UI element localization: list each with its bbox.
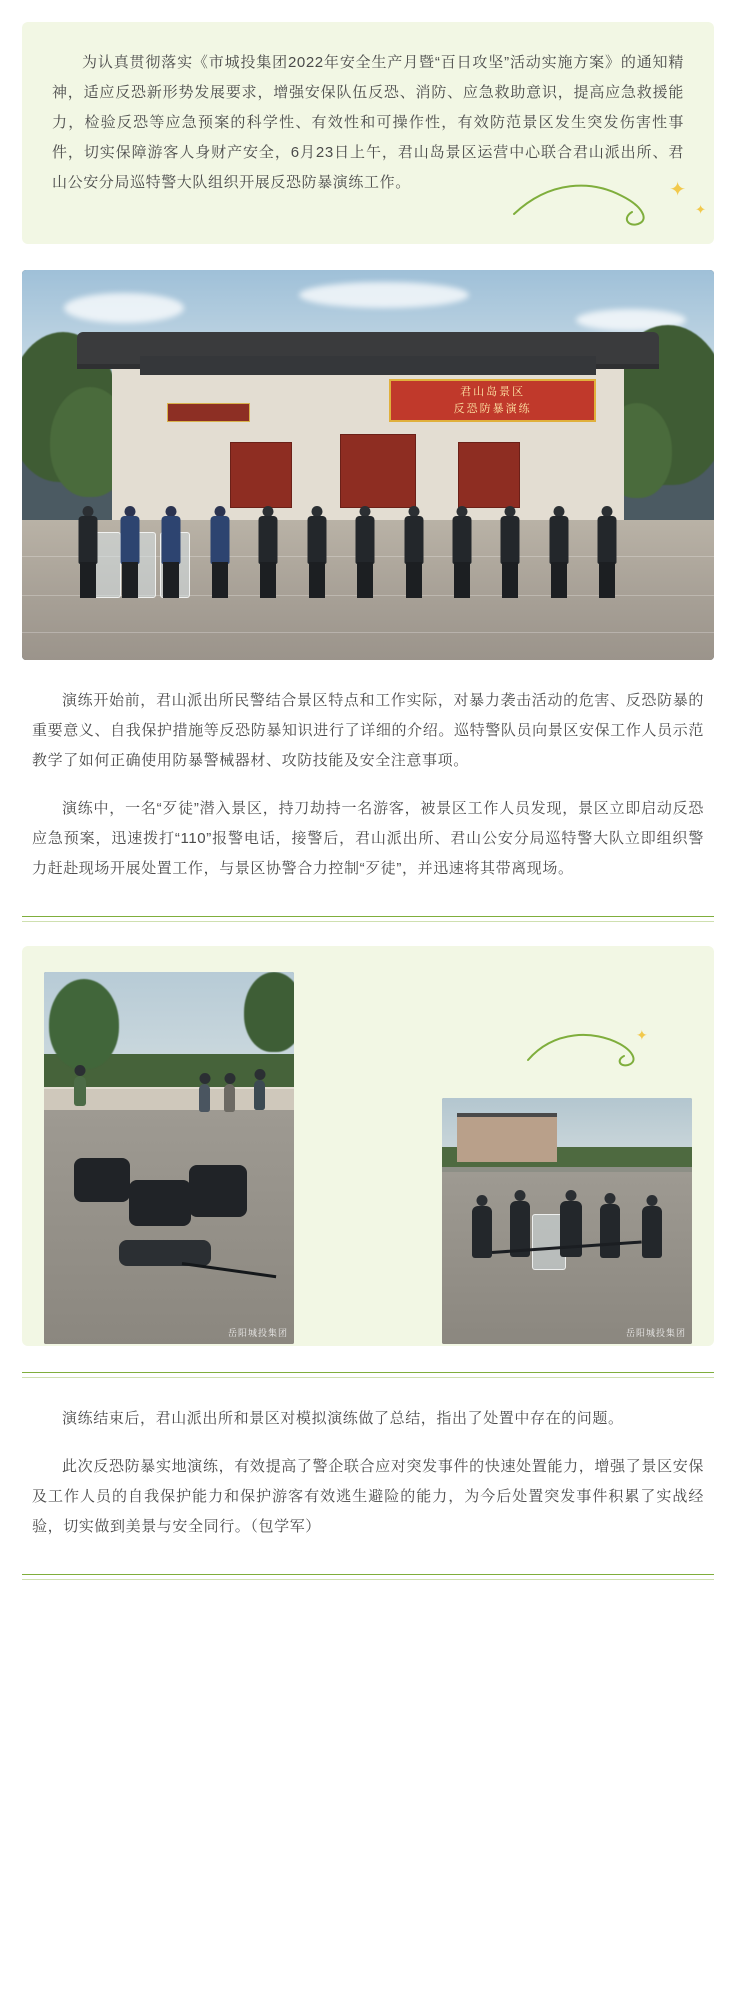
officer-figure [596,506,618,598]
intro-paragraph: 为认真贯彻落实《市城投集团2022年安全生产月暨“百日攻坚”活动实施方案》的通知精神，适应反恐新形势发展要求，增强安保队伍反恐、消防、应急救助意识，提高应急救援能力，检验反恐等应急预案的科学性、有效性和可操作性，有效防范景区发生突发伤害性事件，切实保障游客人身财产安全，6月23日上午，君山岛景区运营中心联合君山派出所、君山公安分局巡特警大队组织开展反恐防暴演练工作。 [52,54,684,191]
tree-shape [49,979,119,1069]
officer-figure [77,506,99,598]
divider-top [22,916,714,922]
bystander-figure [254,1080,265,1110]
main-photo [22,270,714,660]
officer-figure [209,506,231,598]
officer-figure [472,1206,492,1258]
temple-door [458,442,520,508]
divider-line [22,1574,714,1575]
sparkle-icon: ✦ [669,179,686,201]
officer-figure [160,506,182,598]
divider-line [22,916,714,917]
photo-drill-lineup [22,270,714,660]
photo-subduing-suspect [44,972,294,1344]
sparkle-icon: ✦ [695,202,706,217]
officer-figure [189,1165,247,1217]
bystander-figure [74,1076,86,1106]
photo-watermark: 岳阳城投集团 [625,1328,686,1338]
photo-pair-card [22,946,714,1346]
temple-door [230,442,292,508]
officer-figure [403,506,425,598]
bystander-figure [224,1084,235,1112]
svg-text:✦: ✦ [636,1027,648,1043]
cloud-shape [299,282,469,308]
divider-line-thin [22,921,714,922]
photo-shield-formation [442,1098,692,1344]
section-two-text [22,660,714,890]
officer-figure [306,506,328,598]
divider-line [22,1372,714,1373]
intro-card [22,22,714,244]
bottom-spacer [0,1580,736,1610]
officer-figure [499,506,521,598]
decorative-squiggle [524,1026,654,1072]
bystander-figure [199,1084,210,1112]
officer-figure [257,506,279,598]
officer-figure [600,1204,620,1258]
officer-figure [129,1180,191,1226]
photo-watermark: 岳阳城投集团 [227,1328,288,1338]
officer-figure [74,1158,130,1202]
tree-shape [244,972,294,1052]
officer-figure [451,506,473,598]
photo-ground [44,1110,294,1344]
temple-plaque [167,403,250,423]
suspect-figure [119,1240,211,1266]
temple-door [340,434,416,508]
building-shape [457,1113,557,1162]
paragraph-summary: 演练结束后，君山派出所和景区对模拟演练做了总结，指出了处置中存在的问题。 [62,1410,624,1427]
paragraph-during-drill: 演练中，一名“歹徒”潜入景区，持刀劫持一名游客，被景区工作人员发现，景区立即启动反恐应急预案，迅速拨打“110”报警电话，接警后，君山派出所、君山公安分局巡特警大队立即组织警力赶赴现场开展处置工作，与景区协警合力控制“歹徒”，并迅速将其带离现场。 [32,800,704,877]
officer-figure [354,506,376,598]
event-banner: 君山岛景区 反恐防暴演练 [389,379,597,422]
paragraph-conclusion: 此次反恐防暴实地演练，有效提高了警企联合应对突发事件的快速处置能力，增强了景区安保及工作人员的自我保护能力和保护游客有效逃生避险的能力，为今后处置突发事件积累了实战经验，切实做到美景与安全同行。（包学军） [32,1458,704,1535]
officer-figure [642,1206,662,1258]
officer-figure [548,506,570,598]
article-page [0,22,736,1620]
paragraph-before-drill: 演练开始前，君山派出所民警结合景区特点和工作实际，对暴力袭击活动的危害、反恐防暴的重要意义、自我保护措施等反恐防暴知识进行了详细的介绍。巡特警队员向景区安保工作人员示范教学了如何正确使用防暴警械器材、攻防技能及安全注意事项。 [32,692,704,769]
section-three-text [22,1378,714,1548]
temple-roof-secondary [140,356,597,376]
officer-figure [119,506,141,598]
